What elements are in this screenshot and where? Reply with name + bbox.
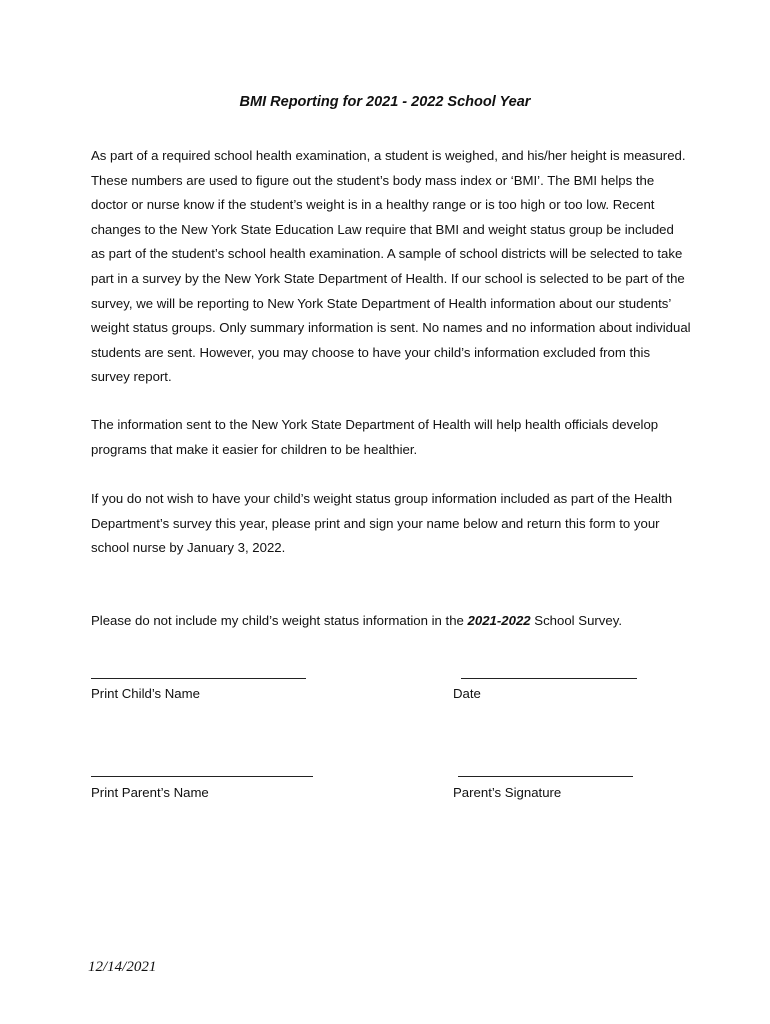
- date-line[interactable]: [461, 678, 637, 679]
- child-name-label: Print Child’s Name: [91, 686, 200, 701]
- parent-name-label: Print Parent’s Name: [91, 785, 209, 800]
- instructions-paragraph: If you do not wish to have your child’s weight status group information included as part of the Health Department’s survey this year, please print and sign your name below and return this form to your school nurse by January 3, 2022.: [91, 491, 673, 556]
- footer-date: 12/14/2021: [88, 959, 157, 975]
- parent-name-line[interactable]: [91, 776, 313, 777]
- date-label: Date: [453, 686, 481, 701]
- parent-signature-line[interactable]: [458, 776, 633, 777]
- opt-out-text-before: Please do not include my child’s weight status information in the: [91, 613, 468, 628]
- child-name-line[interactable]: [91, 678, 306, 679]
- opt-out-school-year: 2021-2022: [467, 613, 531, 628]
- document-title: BMI Reporting for 2021 - 2022 School Year: [239, 94, 531, 110]
- intro-paragraph: As part of a required school health examination, a student is weighed, and his/her height is measured. These numbers are used to figure out the student’s body mass index or ‘BMI’. The BMI helps the doctor or nurse know if the student’s weight is in a healthy range or is too high or too low. Recent changes to the New York State Education Law require that BMI and weight status group be included as part of the student’s school health examination. A sample of school districts will be selected to take part in a survey by the New York State Department of Health. If our school is selected to be part of the survey, we will be reporting to New York State Department of Health information about our students’ weight status groups. Only summary information is sent. No names and no information about individual students are sent. However, you may choose to have your child’s information excluded from this survey report.: [91, 148, 691, 385]
- parent-signature-label: Parent’s Signature: [453, 785, 562, 800]
- opt-out-text-after: School Survey.: [530, 613, 623, 628]
- purpose-paragraph: The information sent to the New York State Department of Health will help health officials develop programs that make it easier for children to be healthier.: [91, 417, 659, 457]
- opt-out-statement: [91, 609, 622, 633]
